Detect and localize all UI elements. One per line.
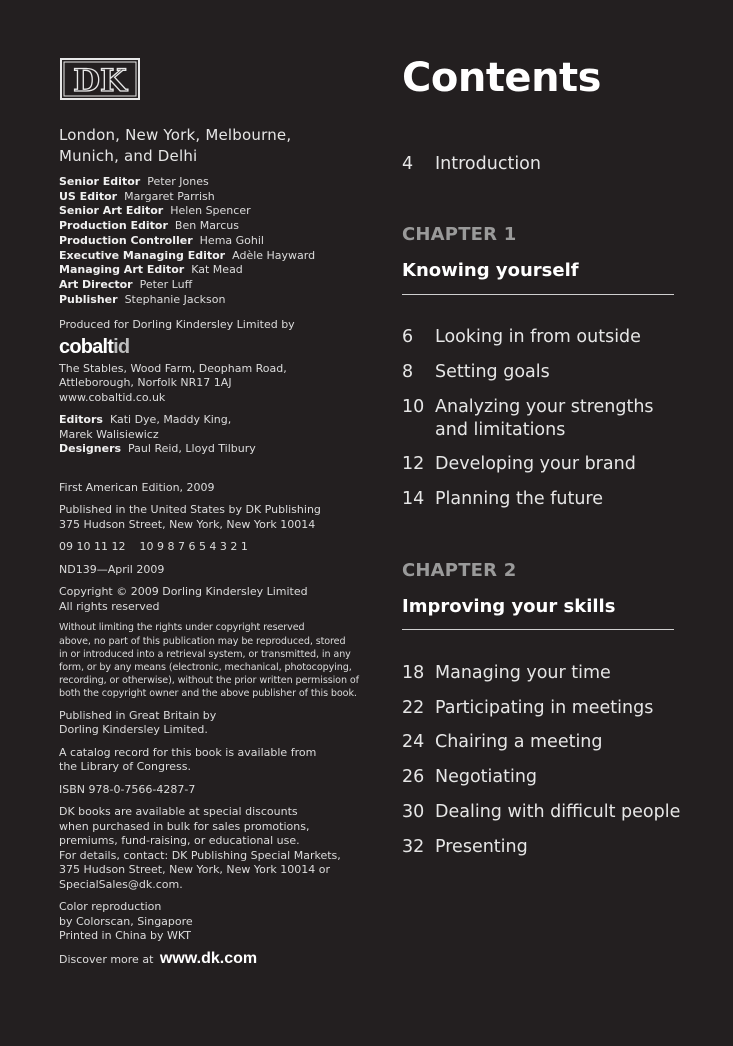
- color-line: Color reproduction: [59, 900, 162, 914]
- toc-entry-label: Dealing with difficult people: [435, 802, 681, 822]
- toc-page-number: 22: [402, 698, 425, 718]
- toc-entry-label-line: Analyzing your strengths: [435, 397, 654, 417]
- credit-line: [59, 249, 389, 264]
- special-line: premiums, fund-raising, or educational use.: [59, 834, 300, 848]
- toc-entry-label: Developing your brand: [435, 454, 636, 474]
- toc-page-number: 24: [402, 732, 425, 752]
- credit-line: [59, 204, 389, 219]
- toc-entry-introduction[interactable]: [402, 153, 674, 176]
- cobalt-logo: [59, 336, 389, 358]
- chapter-1-label: CHAPTER 1: [402, 224, 517, 245]
- credit-name: Peter Luff: [139, 277, 193, 291]
- toc-entry[interactable]: [402, 836, 674, 859]
- color-line: by Colorscan, Singapore: [59, 914, 193, 928]
- credit-line: [59, 190, 389, 205]
- toc-entry[interactable]: [402, 801, 681, 824]
- credit-name: Marek Walisiewicz: [59, 427, 159, 441]
- chapter-1-title: Knowing yourself: [402, 260, 579, 281]
- credit-role: Publisher: [59, 292, 118, 306]
- toc-entry[interactable]: [402, 488, 674, 511]
- credit-name: Paul Reid, Lloyd Tilbury: [128, 442, 256, 456]
- catalog-line: A catalog record for this book is available from: [59, 745, 317, 759]
- legal-line: Without limiting the rights under copyright reserved: [59, 622, 305, 634]
- special-line: For details, contact: DK Publishing Special Markets,: [59, 848, 341, 862]
- credit-line: [59, 413, 389, 428]
- toc-entry-label: Managing your time: [435, 663, 611, 683]
- toc-entry-label: Setting goals: [435, 362, 550, 382]
- cities: [59, 125, 389, 167]
- toc-entry[interactable]: [402, 766, 674, 789]
- toc-entry-label: [435, 396, 654, 442]
- toc-entry[interactable]: [402, 731, 674, 754]
- chapter-2-title: Improving your skills: [402, 596, 616, 617]
- credit-role: Senior Editor: [59, 175, 141, 188]
- producer-block: [59, 318, 389, 405]
- credit-name: Peter Jones: [147, 175, 209, 188]
- toc-entry[interactable]: [402, 662, 674, 685]
- credit-role: Executive Managing Editor: [59, 248, 226, 262]
- credit-role: Designers: [59, 442, 122, 456]
- toc-page-number: 14: [402, 489, 425, 509]
- color-reproduction: [59, 900, 389, 944]
- credit-name: Hema Gohil: [199, 233, 264, 247]
- toc-entry[interactable]: [402, 697, 674, 720]
- toc-entry[interactable]: [402, 361, 674, 384]
- cities-line: London, New York, Melbourne,: [59, 126, 292, 144]
- credit-name: Margaret Parrish: [124, 189, 215, 203]
- discover-label: Discover more at: [59, 952, 154, 966]
- credit-role: Editors: [59, 413, 103, 427]
- legal-line: form, or by any means (electronic, mechanical, photocopying,: [59, 661, 352, 673]
- toc-entry-label: Planning the future: [435, 489, 604, 509]
- credit-line: [59, 278, 389, 293]
- credit-role: Art Director: [59, 277, 133, 291]
- special-line: 375 Hudson Street, New York, New York 10014 or: [59, 863, 331, 877]
- credit-role: Production Editor: [59, 219, 168, 233]
- toc-page-number: 6: [402, 327, 414, 347]
- toc-page-number: 12: [402, 454, 425, 474]
- toc-page-number: 8: [402, 362, 414, 382]
- dk-logo: [60, 58, 140, 100]
- discover-url: www.dk.com: [159, 949, 258, 967]
- isbn: ISBN 978-0-7566-4287-7: [59, 782, 196, 796]
- credit-name: Kati Dye, Maddy King,: [109, 413, 232, 427]
- published-us: [59, 503, 389, 532]
- copyright-line: Copyright © 2009 Dorling Kindersley Limited: [59, 585, 308, 599]
- special-line: SpecialSales@dk.com.: [59, 877, 183, 891]
- credit-line: [59, 293, 389, 308]
- legal-line: in or introduced into a retrieval system, or transmitted, in any: [59, 648, 351, 660]
- credit-line: [59, 263, 389, 278]
- credit-role: Production Controller: [59, 233, 193, 247]
- toc-entry-label: Participating in meetings: [435, 698, 654, 718]
- toc-entry-label: Negotiating: [435, 767, 538, 787]
- contents-title: Contents: [402, 55, 601, 101]
- legal-line: both the copyright owner and the above publisher of this book.: [59, 688, 357, 700]
- toc-entry-label: Introduction: [435, 154, 541, 174]
- dk-logo-text: DK: [73, 63, 127, 99]
- produced-for: Produced for Dorling Kindersley Limited by: [59, 318, 295, 332]
- legal-line: above, no part of this publication may be reproduced, stored: [59, 635, 346, 647]
- cobalt-logo-ltd: id: [113, 335, 130, 358]
- published-us-line: 375 Hudson Street, New York, New York 10014: [59, 517, 316, 531]
- special-line: when purchased in bulk for sales promotions,: [59, 819, 310, 833]
- copyright-line: All rights reserved: [59, 599, 160, 613]
- chapter-2-divider: [402, 629, 674, 630]
- published-gb-line: Published in Great Britain by: [59, 708, 217, 722]
- catalog-record: [59, 746, 389, 775]
- toc-page-number: 32: [402, 837, 425, 857]
- chapter-1-divider: [402, 294, 674, 295]
- credit-name: Adèle Hayward: [232, 248, 316, 262]
- copyright: [59, 585, 389, 614]
- toc-entry-label: Looking in from outside: [435, 327, 641, 347]
- edition: First American Edition, 2009: [59, 480, 215, 494]
- credit-line: [59, 442, 389, 457]
- color-line: Printed in China by WKT: [59, 929, 191, 943]
- catalog-line: the Library of Congress.: [59, 760, 191, 774]
- producer-address-line: The Stables, Wood Farm, Deopham Road,: [59, 361, 287, 375]
- legal-line: recording, or otherwise), without the prior written permission of: [59, 675, 359, 687]
- special-sales: [59, 805, 389, 892]
- producer-address-line: Attleborough, Norfolk NR17 1AJ: [59, 376, 232, 390]
- published-gb: [59, 709, 389, 738]
- credit-name: Ben Marcus: [174, 219, 239, 233]
- producer-website: www.cobaltid.co.uk: [59, 390, 166, 404]
- published-gb-line: Dorling Kindersley Limited.: [59, 723, 208, 737]
- credit-name: Stephanie Jackson: [124, 292, 226, 306]
- credit-name: Helen Spencer: [170, 204, 251, 218]
- toc-entry-label-line: and limitations: [435, 420, 566, 440]
- chapter-2-label: CHAPTER 2: [402, 560, 517, 581]
- toc-page-number: 10: [402, 397, 425, 417]
- printing-line: 09 10 11 12 10 9 8 7 6 5 4 3 2 1: [59, 540, 248, 554]
- credit-line: [59, 234, 389, 249]
- discover-more: [59, 950, 389, 968]
- credit-role: Managing Art Editor: [59, 263, 185, 277]
- special-line: DK books are available at special discounts: [59, 805, 298, 819]
- cobalt-logo-main: cobalt: [59, 335, 114, 358]
- cities-line: Munich, and Delhi: [59, 147, 198, 165]
- credit-line: [59, 219, 389, 234]
- credit-role: US Editor: [59, 189, 118, 203]
- credit-name: Kat Mead: [191, 263, 243, 277]
- edition-code: ND139—April 2009: [59, 562, 165, 576]
- toc-entry[interactable]: [402, 453, 674, 476]
- producer-credits: [59, 413, 389, 457]
- toc-entry[interactable]: [402, 396, 674, 442]
- toc-entry-label: Presenting: [435, 837, 528, 857]
- imprint-column: [59, 58, 389, 968]
- toc-page-number: 4: [402, 154, 414, 174]
- credit-line: [59, 175, 389, 190]
- toc-page-number: 30: [402, 802, 425, 822]
- legal-notice: [59, 621, 389, 700]
- credit-role: Senior Art Editor: [59, 204, 164, 218]
- toc-page-number: 18: [402, 663, 425, 683]
- toc-entry[interactable]: [402, 326, 674, 349]
- toc-page-number: 26: [402, 767, 425, 787]
- toc-entry-label: Chairing a meeting: [435, 732, 603, 752]
- published-us-line: Published in the United States by DK Publishing: [59, 503, 321, 517]
- staff-credits: [59, 175, 389, 307]
